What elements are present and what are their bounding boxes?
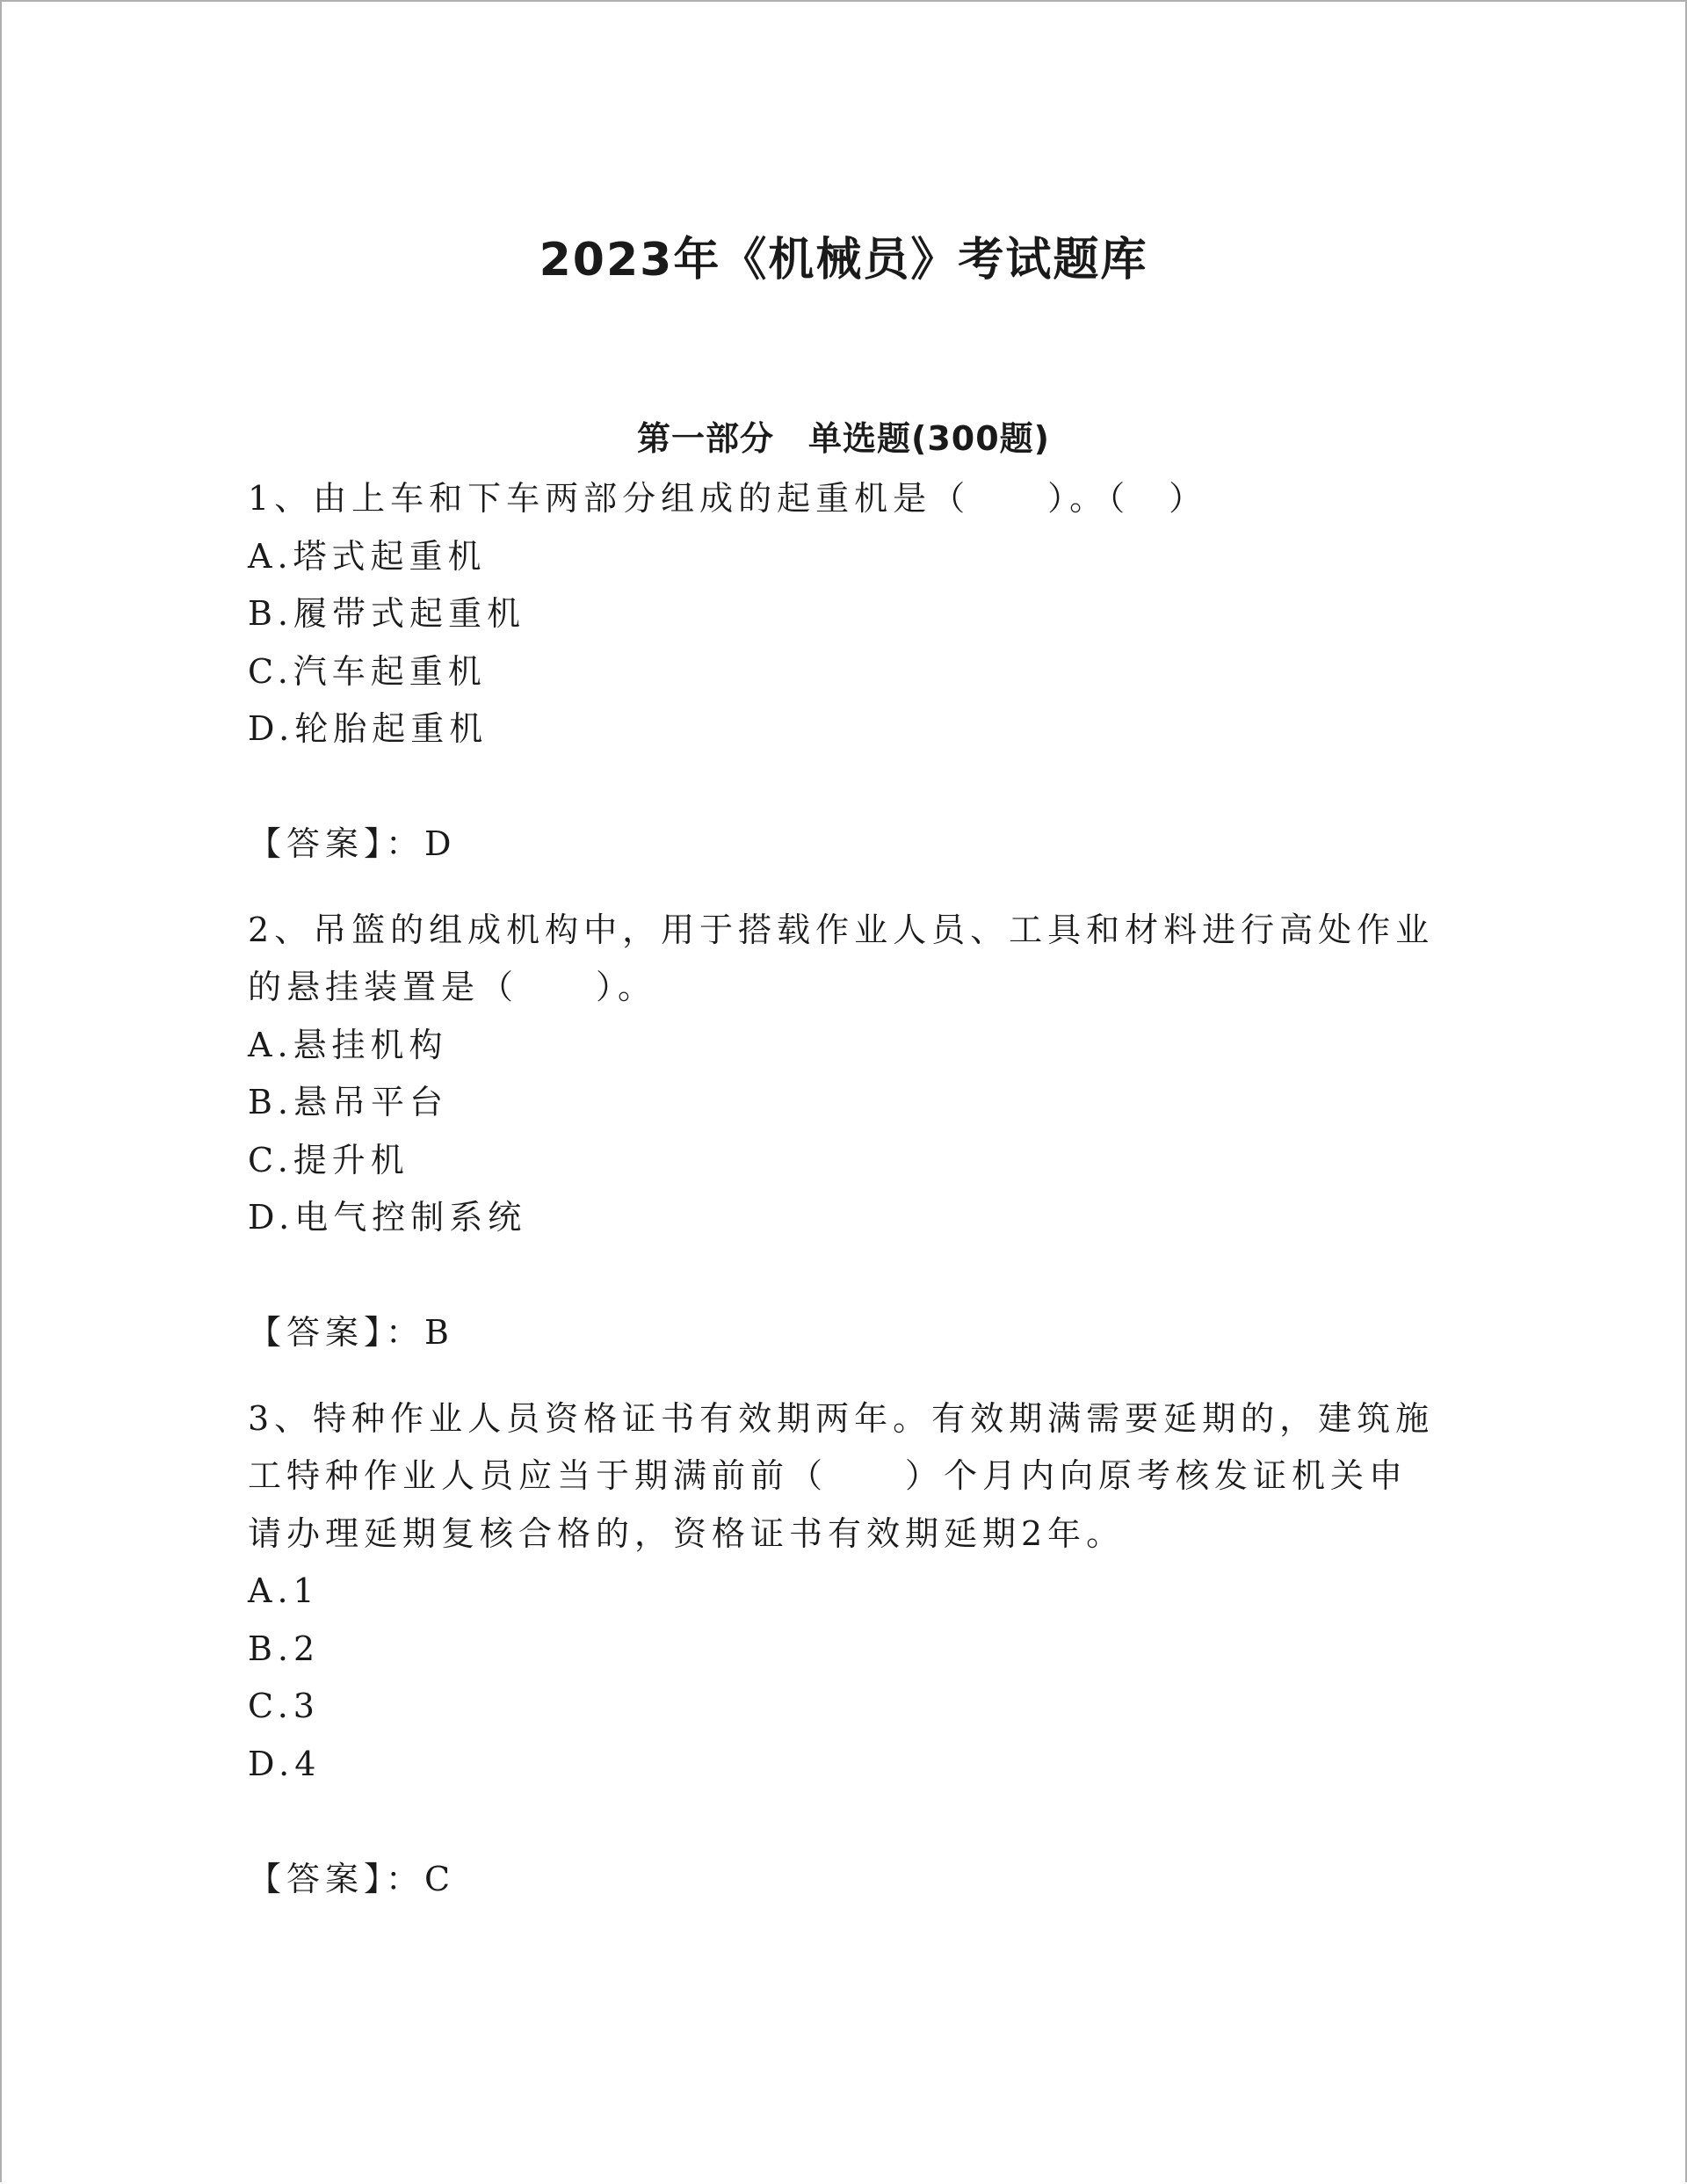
option-c: C.3 <box>248 1687 320 1725</box>
document-title: 2023年《机械员》考试题库 <box>539 233 1148 287</box>
question-text: 1、由上车和下车两部分组成的起重机是（ ）。（ ） <box>248 479 1208 518</box>
option-c: C.提升机 <box>248 1140 409 1179</box>
option-c: C.汽车起重机 <box>248 651 487 691</box>
option-a: A.悬挂机构 <box>248 1025 448 1064</box>
option-a: A.1 <box>248 1571 320 1610</box>
answer-line: 【答案】：D <box>248 824 457 863</box>
option-d: D.4 <box>248 1744 322 1783</box>
section-title: 第一部分 单选题(300题) <box>636 418 1051 458</box>
answer-line: 【答案】：B <box>248 1313 454 1352</box>
option-b: B.履带式起重机 <box>248 594 526 633</box>
question-list <box>248 470 1443 1908</box>
option-b: B.悬吊平台 <box>248 1083 449 1121</box>
question-3 <box>248 1390 1443 1909</box>
question-text: 2、吊篮的组成机构中，用于搭载作业人员、工具和材料进行高处作业的悬挂装置是（ ）。 <box>248 910 1435 1006</box>
option-b: B.2 <box>248 1629 321 1668</box>
question-2 <box>248 902 1443 1362</box>
question-1 <box>248 470 1443 874</box>
answer-line: 【答案】：C <box>248 1859 456 1898</box>
option-a: A.塔式起重机 <box>248 536 487 576</box>
question-text: 3、特种作业人员资格证书有效期两年。有效期满需要延期的，建筑施工特种作业人员应当于期满前前（ ）个月内向原考核发证机关申请办理延期复核合格的，资格证书有效期延期2年。 <box>248 1398 1435 1553</box>
option-d: D.电气控制系统 <box>248 1198 527 1237</box>
option-d: D.轮胎起重机 <box>248 709 489 748</box>
